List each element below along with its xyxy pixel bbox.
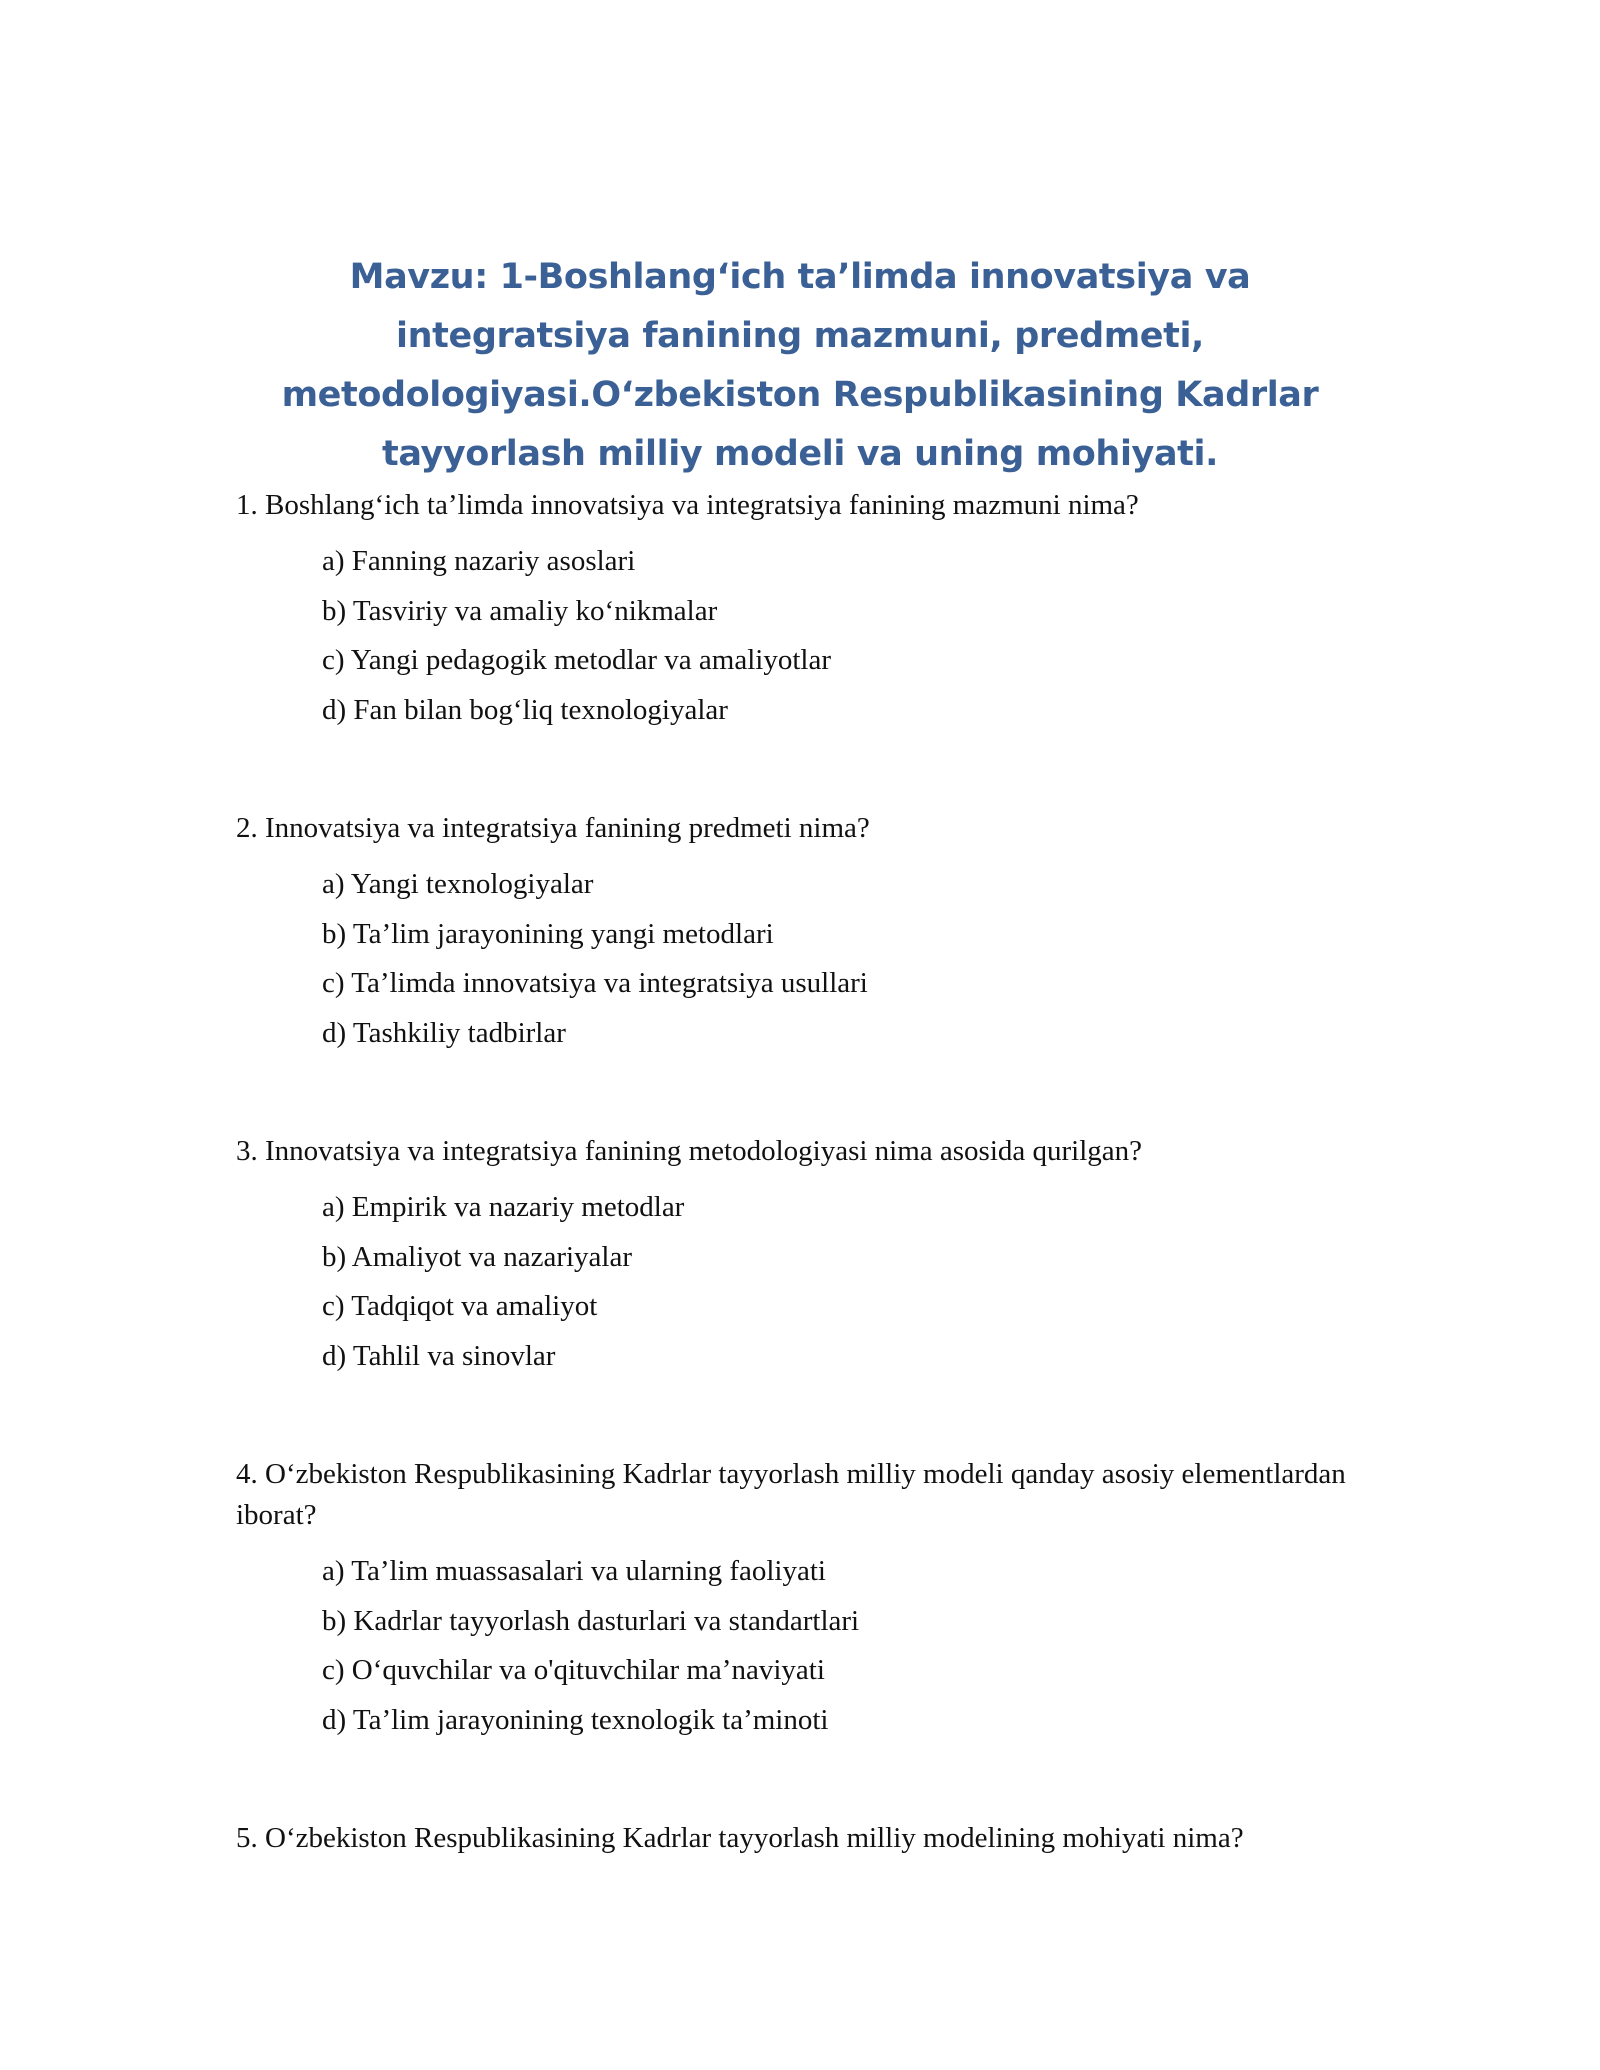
question-4-option-d: d) Ta’lim jarayonining texnologik ta’minoti	[322, 1703, 829, 1736]
question-3-options	[322, 1183, 684, 1381]
question-1-option-d: d) Fan bilan bog‘liq texnologiyalar	[322, 693, 728, 726]
question-1: 1. Boshlang‘ich ta’limda innovatsiya va integratsiya fanining mazmuni nima?	[236, 489, 1139, 521]
question-4-option-b: b) Kadrlar tayyorlash dasturlari va standartlari	[322, 1604, 860, 1637]
question-3-option-c: c) Tadqiqot va amaliyot	[322, 1290, 598, 1322]
question-3: 3. Innovatsiya va integratsiya fanining metodologiyasi nima asosida qurilgan?	[236, 1135, 1143, 1167]
question-4-option-c: c) O‘quvchilar va o'qituvchilar ma’naviyati	[322, 1654, 825, 1686]
question-3-option-d: d) Tahlil va sinovlar	[322, 1339, 556, 1372]
question-1-option-b: b) Tasviriy va amaliy ko‘nikmalar	[322, 594, 718, 627]
question-2-option-d: d) Tashkiliy tadbirlar	[322, 1016, 566, 1049]
question-1-option-a: a) Fanning nazariy asoslari	[322, 545, 636, 577]
question-1-option-c: c) Yangi pedagogik metodlar va amaliyotlar	[322, 644, 831, 676]
question-1-options	[322, 537, 831, 735]
question-3-option-b: b) Amaliyot va nazariyalar	[322, 1240, 633, 1273]
question-2-option-a: a) Yangi texnologiyalar	[322, 868, 594, 900]
question-4-options	[322, 1547, 859, 1745]
document-title: Mavzu: 1-Boshlang‘ich ta’limda innovatsiya va integratsiya fanining mazmuni, predmeti, metodologiyasi.O‘zbekiston Respublikasining Kadrlar tayyorlash milliy modeli va uning mohiyati.	[281, 257, 1319, 474]
question-2-option-b: b) Ta’lim jarayonining yangi metodlari	[322, 917, 774, 950]
question-5: 5. O‘zbekiston Respublikasining Kadrlar tayyorlash milliy modelining mohiyati nima?	[236, 1822, 1244, 1854]
question-2-option-c: c) Ta’limda innovatsiya va integratsiya usullari	[322, 967, 868, 999]
question-4: 4. O‘zbekiston Respublikasining Kadrlar tayyorlash milliy modeli qanday asosiy elementlardan iborat?	[236, 1458, 1346, 1531]
question-4-option-a: a) Ta’lim muassasalari va ularning faoliyati	[322, 1555, 826, 1587]
question-3-option-a: a) Empirik va nazariy metodlar	[322, 1191, 685, 1223]
question-2: 2. Innovatsiya va integratsiya fanining predmeti nima?	[236, 812, 870, 844]
question-2-options	[322, 860, 868, 1058]
